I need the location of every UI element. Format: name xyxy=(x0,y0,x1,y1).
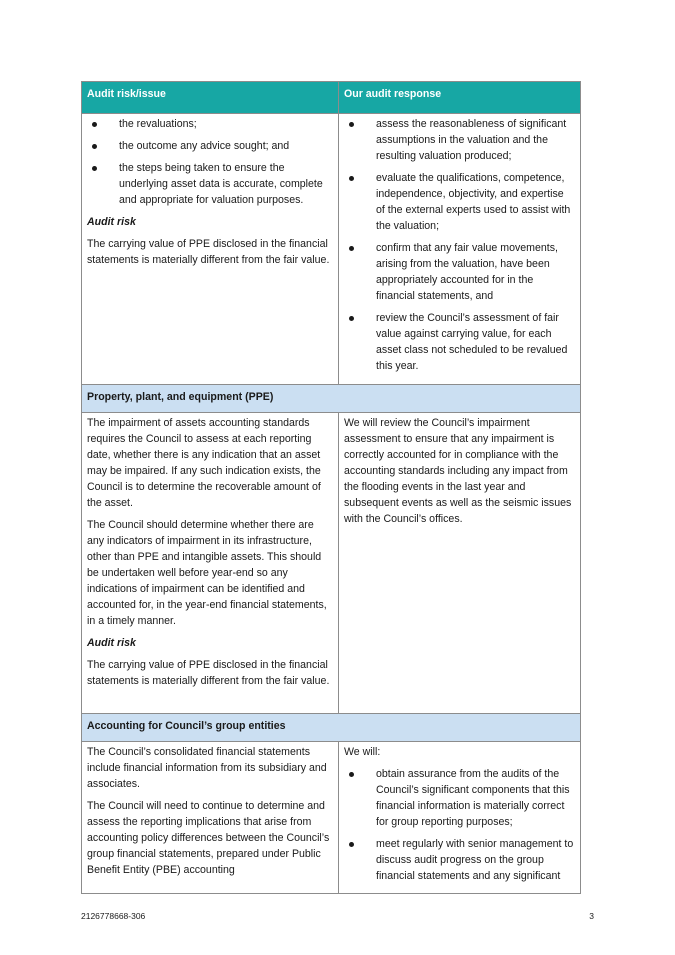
list-item: the steps being taken to ensure the underlying asset data is accurate, complete and appropriate for valuation purposes. xyxy=(87,160,333,208)
audit-risk-text: The carrying value of PPE disclosed in the financial statements is materially different from the fair value. xyxy=(87,238,330,266)
risk-cell xyxy=(82,742,339,894)
response-bullet-list xyxy=(344,766,575,884)
list-item: the outcome any advice sought; and xyxy=(87,138,333,154)
list-item: confirm that any fair value movements, arising from the valuation, have been appropriately accounted for in the financial statements, and xyxy=(344,240,575,304)
response-cell xyxy=(339,742,581,894)
table-header-row xyxy=(82,82,581,114)
document-number: 2126778668-306 xyxy=(81,911,146,921)
audit-risk-text: The carrying value of PPE disclosed in the financial statements is materially different from the fair value. xyxy=(87,659,330,687)
risk-bullet-list xyxy=(87,116,333,208)
section-row xyxy=(82,714,581,742)
column-header-audit-response: Our audit response xyxy=(339,82,581,114)
paragraph: The Council’s consolidated financial statements include financial information from its subsidiary and associates. xyxy=(87,746,327,790)
response-bullet-list xyxy=(344,116,575,374)
section-title-ppe: Property, plant, and equipment (PPE) xyxy=(82,385,581,413)
paragraph: The impairment of assets accounting standards requires the Council to assess at each reporting date, whether there is any indication that an asset may be impaired. If any such indication exists, the Council is to determine the recoverable amount of the asset. xyxy=(87,417,321,509)
list-item: obtain assurance from the audits of the Council’s significant components that this financial information is materially correct for group reporting purposes; xyxy=(344,766,575,830)
response-cell xyxy=(339,114,581,385)
table-row xyxy=(82,413,581,714)
paragraph: The Council will need to continue to determine and assess the reporting implications that arise from accounting policy differences between the Council’s group financial statements, prepared under Public Benefit Entity (PBE) accounting xyxy=(87,800,330,876)
page-number: 3 xyxy=(589,911,594,921)
list-item: assess the reasonableness of significant assumptions in the valuation and the resulting valuation produced; xyxy=(344,116,575,164)
table-row xyxy=(82,114,581,385)
audit-risk-heading: Audit risk xyxy=(87,637,136,649)
paragraph: We will: xyxy=(344,746,381,758)
risk-cell xyxy=(82,413,339,714)
audit-risk-table xyxy=(81,81,581,894)
list-item: review the Council’s assessment of fair value against carrying value, for each asset class not scheduled to be revalued this year. xyxy=(344,310,575,374)
paragraph: The Council should determine whether there are any indicators of impairment in its infrastructure, other than PPE and intangible assets. This should be undertaken well before year-end so any indications of impairment can be identified and accounted for, in the year-end financial statements, in a timely manner. xyxy=(87,519,327,627)
table-row xyxy=(82,742,581,894)
paragraph: We will review the Council’s impairment assessment to ensure that any impairment is correctly accounted for in compliance with the accounting standards including any impact from the flooding events in the last year and subsequent events as well as the seismic issues with the Council’s offices. xyxy=(344,417,572,525)
section-title-group-entities: Accounting for Council’s group entities xyxy=(82,714,581,742)
section-row xyxy=(82,385,581,413)
list-item: the revaluations; xyxy=(87,116,333,132)
list-item: meet regularly with senior management to discuss audit progress on the group financial statements and any significant xyxy=(344,836,575,884)
audit-risk-heading: Audit risk xyxy=(87,216,136,228)
column-header-audit-risk: Audit risk/issue xyxy=(82,82,339,114)
risk-cell xyxy=(82,114,339,385)
list-item: evaluate the qualifications, competence, independence, objectivity, and expertise of the external experts used to assist with the valuation; xyxy=(344,170,575,234)
response-cell xyxy=(339,413,581,714)
